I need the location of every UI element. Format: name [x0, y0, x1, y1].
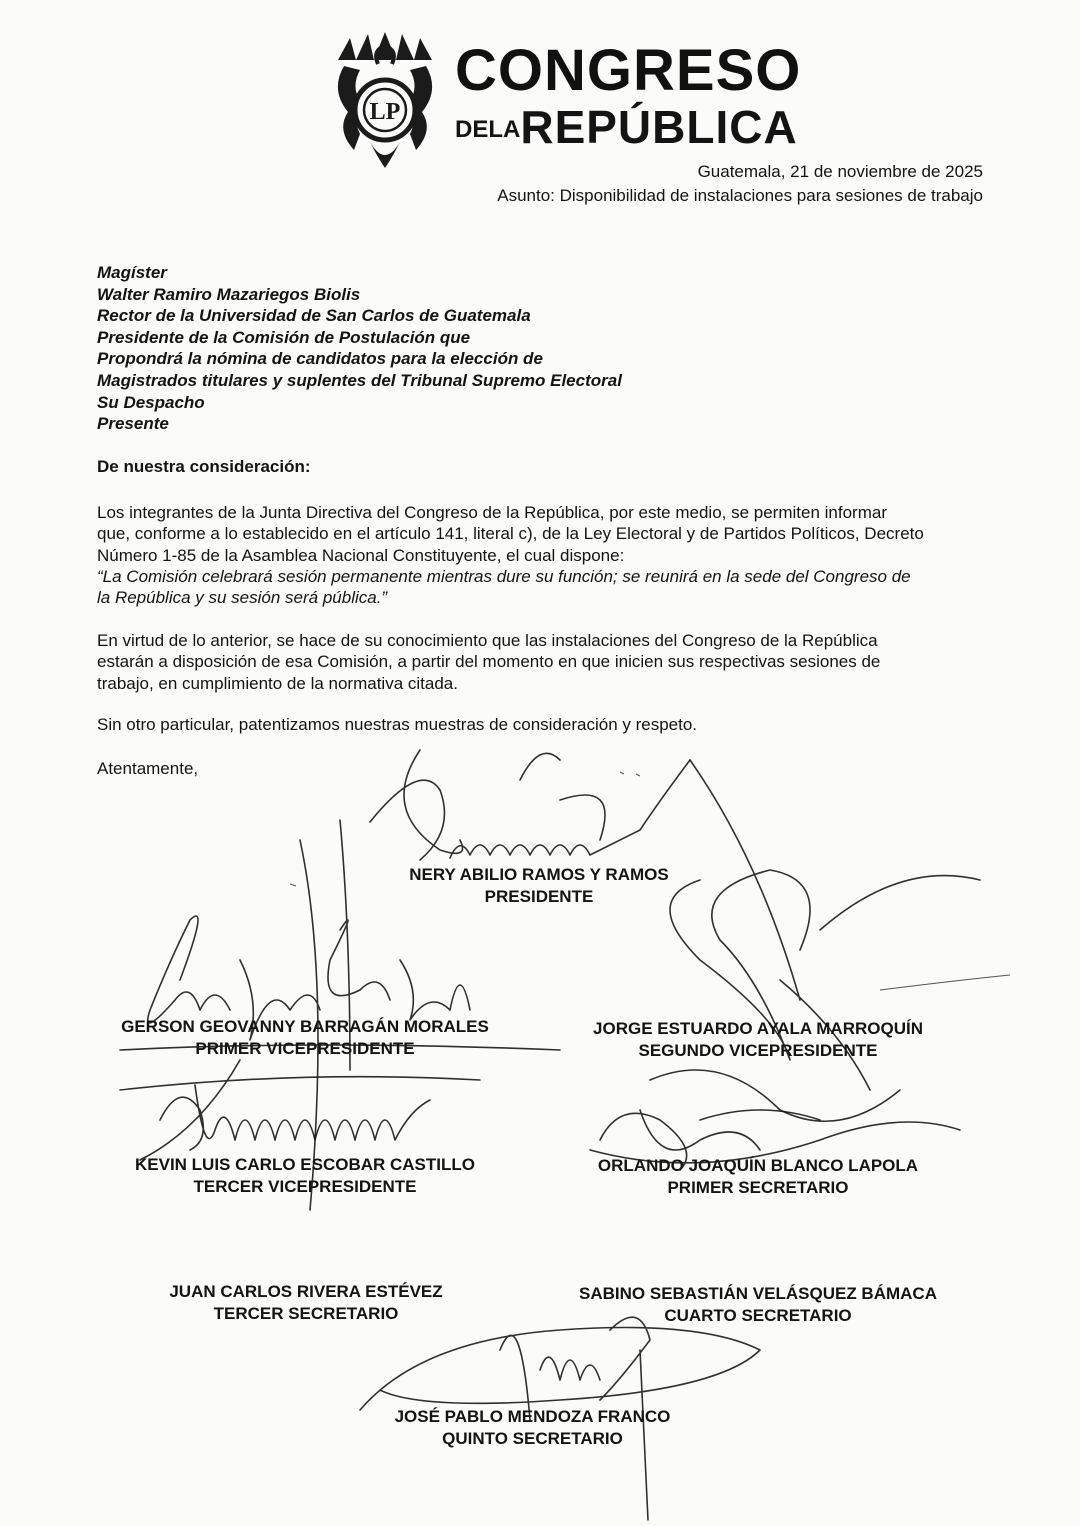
signature-block-president [393, 864, 685, 908]
organization-name [455, 38, 802, 153]
addressee-line: Propondrá la nómina de candidatos para la elección de [97, 349, 543, 369]
signature-block-third-vp [110, 1154, 500, 1198]
signatory-title: TERCER SECRETARIO [213, 1304, 399, 1323]
signatory-title: SEGUNDO VICEPRESIDENTE [638, 1041, 878, 1060]
signatory-name: JOSÉ PABLO MENDOZA FRANCO [394, 1407, 671, 1426]
signatory-title: PRIMER VICEPRESIDENTE [195, 1039, 415, 1058]
org-prefix-de: DE [455, 116, 489, 143]
closing-salutation: Atentamente, [97, 759, 199, 778]
signatory-name: SABINO SEBASTIÁN VELÁSQUEZ BÁMACA [579, 1284, 937, 1303]
signatory-name: JUAN CARLOS RIVERA ESTÉVEZ [169, 1282, 443, 1301]
body-line: estarán a disposición de esa Comisión, a partir del momento en que inicien sus respectivas sesiones de [97, 652, 881, 672]
signature-block-third-secretary [150, 1281, 462, 1325]
body-line: trabajo, en cumplimiento de la normativa citada. [97, 673, 458, 693]
body-line: que, conforme a lo establecido en el artículo 141, literal c), de la Ley Electoral y de Partidos Políticos, Decreto [97, 524, 924, 544]
body-paragraph-2 [97, 630, 983, 694]
addressee-line: Magíster [97, 263, 167, 282]
addressee-line: Su Despacho [97, 392, 205, 412]
signatory-title: CUARTO SECRETARIO [664, 1306, 852, 1325]
addressee-line: Walter Ramiro Mazariegos Biolis [97, 284, 361, 304]
signatory-title: PRIMER SECRETARIO [667, 1178, 849, 1197]
body-line: En virtud de lo anterior, se hace de su conocimiento que las instalaciones del Congreso de la República [97, 631, 878, 650]
addressee-line: Rector de la Universidad de San Carlos de Guatemala [97, 306, 531, 326]
letter-body [97, 502, 983, 778]
signature-block-fifth-secretary [375, 1406, 690, 1450]
signatory-title: QUINTO SECRETARIO [442, 1429, 623, 1448]
addressee-line: Magistrados titulares y suplentes del Tribunal Supremo Electoral [97, 370, 622, 390]
letter-subject: Asunto: Disponibilidad de instalaciones para sesiones de trabajo [497, 186, 983, 205]
signatory-name: JORGE ESTUARDO AYALA MARROQUÍN [593, 1019, 923, 1038]
org-name-line2 [455, 100, 798, 154]
org-prefix-la: LA [488, 116, 521, 143]
signatory-title: PRESIDENTE [484, 887, 594, 906]
org-name-republica: REPÚBLICA [520, 101, 798, 153]
signature-block-second-vp [568, 1018, 948, 1062]
signature-second-vp [650, 760, 980, 1121]
legal-quote-line: “La Comisión celebrará sesión permanente mientras dure su función; se reunirá en la sede del Congreso de [97, 566, 911, 586]
signatory-name: NERY ABILIO RAMOS Y RAMOS [409, 865, 669, 884]
congress-crest-logo [330, 30, 440, 170]
addressee-line: Presente [97, 414, 169, 434]
signature-block-fourth-secretary [556, 1283, 960, 1327]
signature-block-first-secretary [578, 1155, 938, 1199]
body-paragraph-1 [97, 502, 983, 608]
addressee-block [97, 262, 817, 435]
signature-block-first-vp [100, 1016, 510, 1060]
signatory-name: ORLANDO JOAQUÍN BLANCO LAPOLA [597, 1156, 919, 1175]
body-paragraph-3: Sin otro particular, patentizamos nuestras muestras de consideración y respeto. [97, 715, 698, 734]
letter-date: Guatemala, 21 de noviembre de 2025 [697, 162, 983, 181]
body-line: Número 1-85 de la Asamblea Nacional Constituyente, el cual dispone: [97, 545, 625, 565]
greeting: De nuestra consideración: [97, 457, 311, 476]
crest-monogram: LP [369, 99, 401, 125]
signature-third-vp [120, 1060, 480, 1160]
org-name-line1: CONGRESO [455, 38, 802, 103]
signatory-name: GERSON GEOVANNY BARRAGÁN MORALES [121, 1017, 489, 1036]
legal-quote-line: la República y su sesión será pública.” [97, 588, 388, 608]
body-line: Los integrantes de la Junta Directiva del Congreso de la República, por este medio, se permiten informar [97, 503, 887, 522]
signatory-name: KEVIN LUIS CARLO ESCOBAR CASTILLO [134, 1155, 475, 1174]
signatory-title: TERCER VICEPRESIDENTE [193, 1177, 417, 1196]
addressee-line: Presidente de la Comisión de Postulación que [97, 327, 471, 347]
